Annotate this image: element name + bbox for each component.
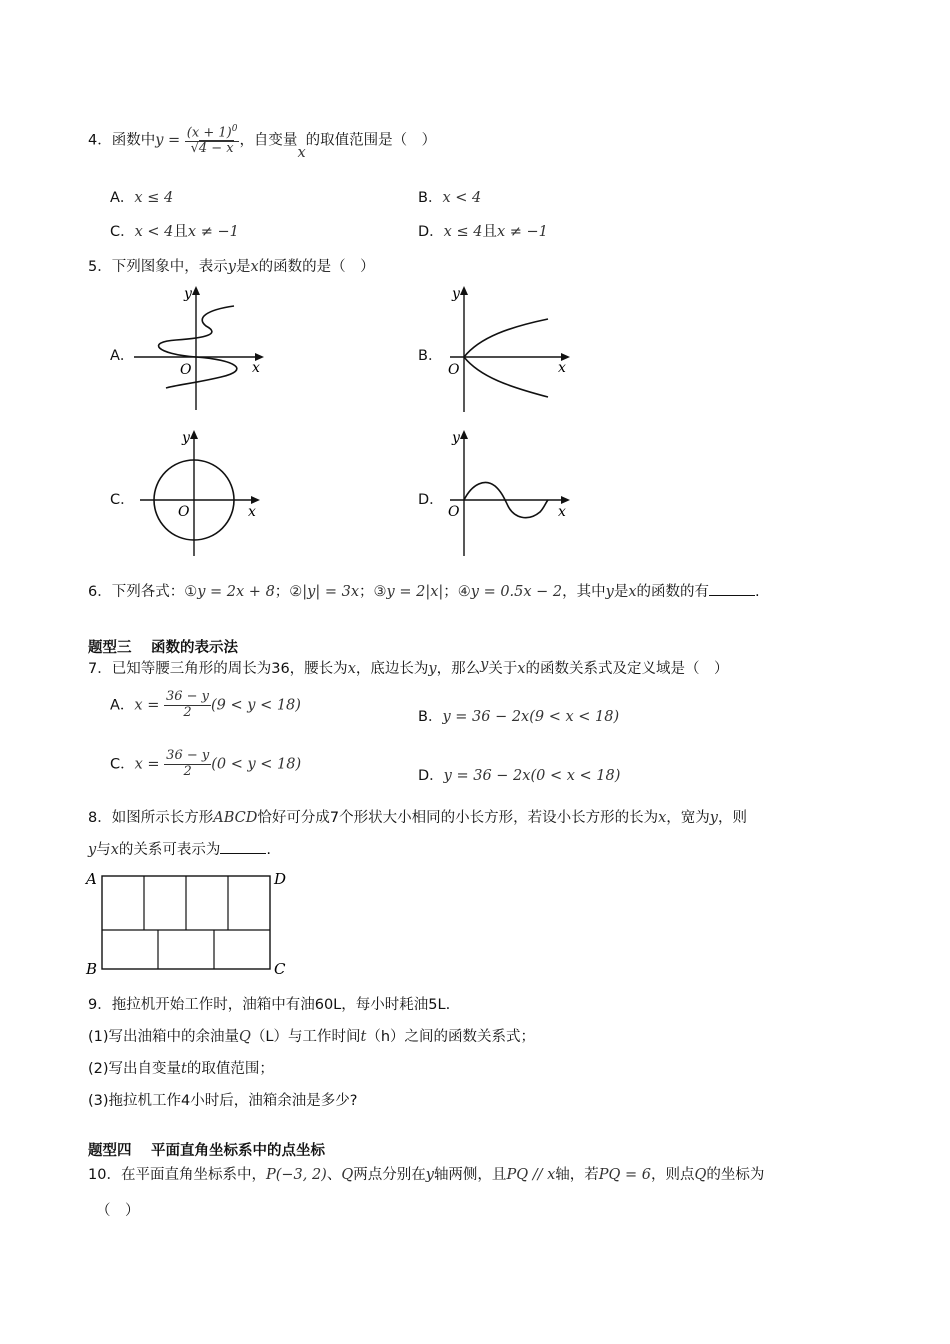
q4-option-a[interactable]: A．x ≤ 4: [110, 190, 174, 206]
question-8-stem-line2: y与x的关系可表示为 .: [88, 842, 271, 858]
q7-option-a[interactable]: A．x = $\frac{36 - y}{2}$ (9 < y < 18): [110, 689, 301, 720]
section-3-heading: 题型三 函数的表示法: [88, 640, 239, 656]
question-4-stem: 4．函数中y = $\frac{(x + 1)^0}{√4 - x}$ ，自变量x的取值范围是（ ）: [88, 124, 437, 161]
q4-lhs: y =: [155, 132, 181, 149]
answer-blank[interactable]: [220, 841, 266, 854]
axis-y-label: y: [452, 286, 460, 302]
axis-x-label: x: [558, 360, 566, 376]
q7-option-d[interactable]: D．y = 36 − 2x(0 < x < 18): [418, 768, 621, 784]
corner-b: B: [86, 960, 98, 978]
answer-blank[interactable]: [709, 583, 755, 596]
axis-y-label: y: [182, 430, 190, 446]
origin-label: O: [180, 362, 192, 378]
q5-option-b-label[interactable]: B．: [418, 348, 443, 364]
axis-x-label: x: [558, 504, 566, 520]
axis-y-label: y: [184, 286, 192, 302]
q7-option-c[interactable]: C．x = $\frac{36 - y}{2}$ (0 < y < 18): [110, 748, 302, 779]
question-7-stem: 7．已知等腰三角形的周长为36，腰长为x，底边长为y，那么y关于x的函数关系式及定义域是（ ）: [88, 657, 729, 677]
q9-part-1: (1)写出油箱中的余油量Q（L）与工作时间t（h）之间的函数关系式；: [88, 1029, 536, 1045]
question-8-stem-line1: 8．如图所示长方形ABCD恰好可分成7个形状大小相同的小长方形，若设小长方形的长为x，宽为y，则: [88, 810, 747, 826]
axis-x-label: x: [248, 504, 256, 520]
origin-label: O: [178, 504, 190, 520]
q5-option-c-label[interactable]: C．: [110, 492, 135, 508]
question-10-stem: 10．在平面直角坐标系中，P(−3, 2)、Q两点分别在y轴两侧，且PQ // x轴，若PQ = 6，则点Q的坐标为: [88, 1167, 765, 1183]
q5-option-d-label[interactable]: D．: [418, 492, 444, 508]
q5-graph-c[interactable]: [126, 426, 266, 560]
q9-part-3: (3)拖拉机工作4小时后，油箱余油是多少?: [88, 1093, 358, 1109]
q5-graph-d[interactable]: [440, 426, 580, 560]
axis-y-label: y: [452, 430, 460, 446]
q4-fraction: $\frac{(x + 1)^0}{√4 - x}$: [186, 124, 238, 157]
corner-d: D: [274, 870, 287, 888]
q5-graph-b[interactable]: [440, 282, 580, 416]
q8-rectangle-figure: [82, 866, 302, 980]
question-9-stem: 9．拖拉机开始工作时，油箱中有油60L，每小时耗油5L.: [88, 997, 451, 1013]
origin-label: O: [448, 362, 460, 378]
q5-graph-a[interactable]: [126, 282, 266, 416]
q4-option-d[interactable]: D．x ≤ 4且x ≠ −1: [418, 224, 548, 240]
origin-label: O: [448, 504, 460, 520]
corner-c: C: [274, 960, 286, 978]
q10-answer-paren: （ ）: [96, 1203, 140, 1219]
q5-option-a-label[interactable]: A．: [110, 348, 135, 364]
axis-x-label: x: [252, 360, 260, 376]
corner-a: A: [86, 870, 97, 888]
q9-part-2: (2)写出自变量t的取值范围；: [88, 1061, 274, 1077]
question-5-stem: 5．下列图象中，表示y是x的函数的是（ ）: [88, 259, 375, 275]
q4-option-c[interactable]: C．x < 4且x ≠ −1: [110, 224, 239, 240]
q7-option-b[interactable]: B．y = 36 − 2x(9 < x < 18): [418, 709, 620, 725]
question-6: 6．下列各式：①y = 2x + 8；②|y| = 3x；③y = 2|x|；④y = 0.5x − 2，其中y是x的函数的有 .: [88, 584, 760, 600]
q4-option-b[interactable]: B．x < 4: [418, 190, 482, 206]
section-4-heading: 题型四 平面直角坐标系中的点坐标: [88, 1143, 326, 1159]
